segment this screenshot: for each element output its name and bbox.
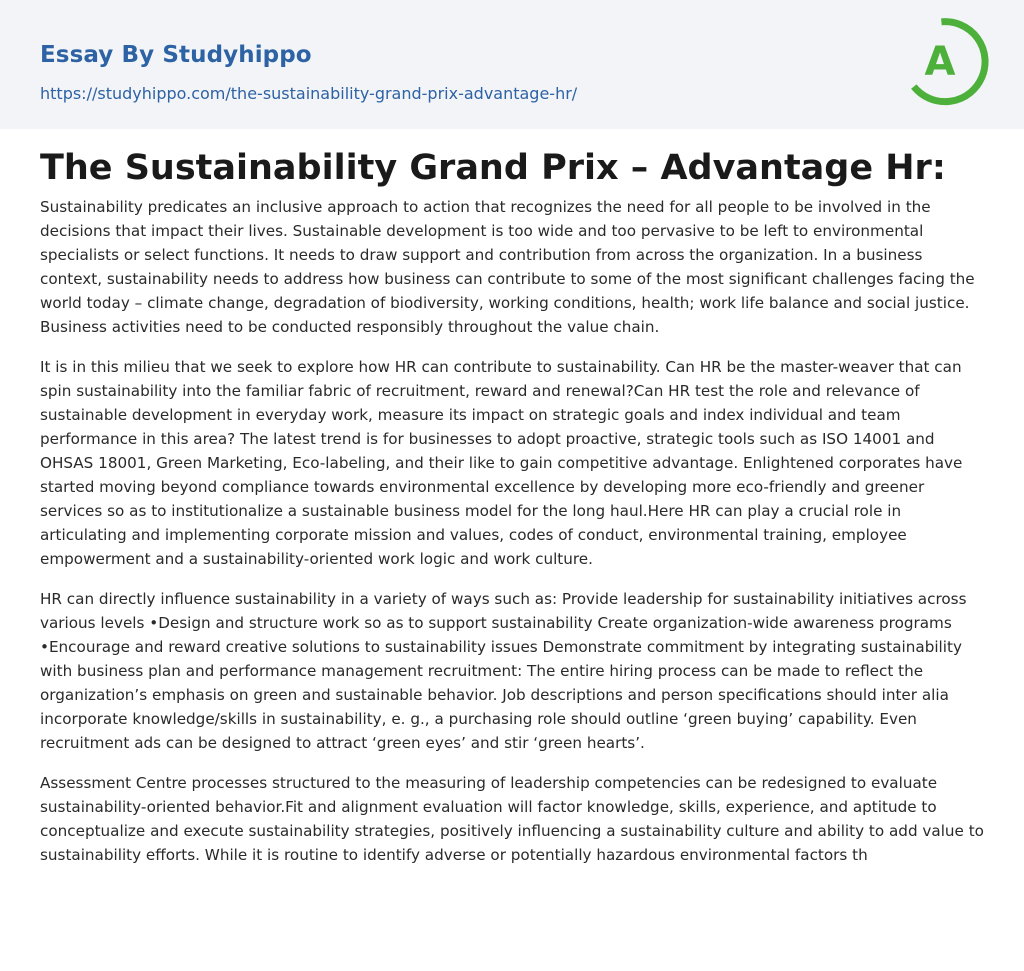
essay-paragraph: Assessment Centre processes structured to the measuring of leadership competencies can be redesigned to evaluate sustainability-oriented behavior.Fit and alignment evaluation will factor knowledge, skills, experience, and aptitude to conceptualize and execute sustainability strategies, positively influencing a sustainability culture and ability to add value to sustainability efforts. While it is routine to identify adverse or potentially hazardous environmental factors th — [40, 774, 984, 864]
site-logo[interactable] — [911, 18, 989, 108]
essay-title: The Sustainability Grand Prix – Advantage Hr: — [40, 148, 946, 188]
site-header — [0, 0, 1024, 129]
essay-body — [40, 195, 986, 883]
logo-letter: A — [924, 39, 956, 85]
essay-paragraph: It is in this milieu that we seek to explore how HR can contribute to sustainability. Can HR be the master-weaver that can spin sustainability into the familiar fabric of recruitment, reward and renewal?Can HR test the role and relevance of sustainable development in everyday work, measure its impact on strategic goals and index individual and team performance in this area? The latest trend is for businesses to adopt proactive, strategic tools such as ISO 14001 and OHSAS 18001, Green Marketing, Eco-labeling, and their like to gain competitive advantage. Enlightened corporates have started moving beyond compliance towards environmental excellence by developing more eco-friendly and greener services so as to institutionalize a sustainable business model for the long haul.Here HR can play a crucial role in articulating and implementing corporate mission and values, codes of conduct, environmental training, employee empowerment and a sustainability-oriented work logic and work culture. — [40, 358, 963, 568]
essay-url-link[interactable]: https://studyhippo.com/the-sustainability-grand-prix-advantage-hr/ — [40, 84, 578, 103]
essay-paragraph: Sustainability predicates an inclusive approach to action that recognizes the need for all people to be involved in the decisions that impact their lives. Sustainable development is too wide and too pervasive to be left to environmental specialists or select functions. It needs to draw support and contribution from across the organization. In a business context, sustainability needs to address how business can contribute to some of the most significant challenges facing the world today – climate change, degradation of biodiversity, working conditions, health; work life balance and social justice. Business activities need to be conducted responsibly throughout the value chain. — [40, 198, 975, 336]
brand-title[interactable]: Essay By Studyhippo — [40, 42, 312, 68]
essay-paragraph: HR can directly influence sustainability in a variety of ways such as: Provide leadership for sustainability initiatives across various levels •Design and structure work so as to support sustainability Create organization-wide awareness programs •Encourage and reward creative solutions to sustainability issues Demonstrate commitment by integrating sustainability with business plan and performance management recruitment: The entire hiring process can be made to reflect the organization’s emphasis on green and sustainable behavior. Job descriptions and person specifications should inter alia incorporate knowledge/skills in sustainability, e. g., a purchasing role should outline ‘green buying’ capability. Even recruitment ads can be designed to attract ‘green eyes’ and stir ‘green hearts’. — [40, 590, 967, 752]
